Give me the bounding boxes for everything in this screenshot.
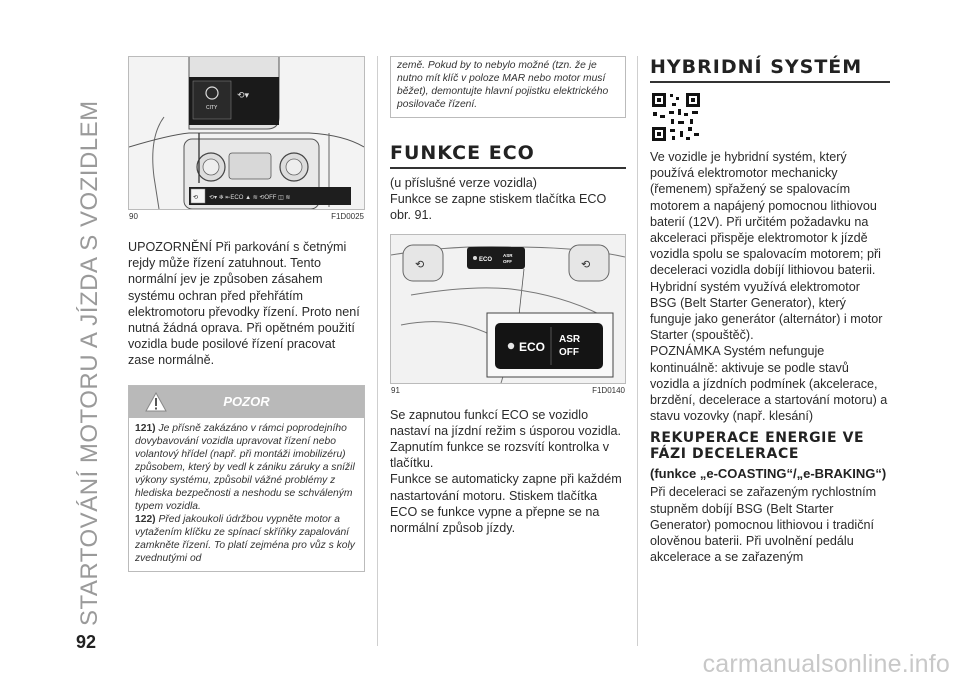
recuperation-paragraph: Při deceleraci se zařazeným rychlostním stupněm dobíjí BSG (Belt Starter Generator) pomocnou lithiovou i tradiční olověnou baterii. Při uvolnění pedálu akcelerace a se zařazeným xyxy=(650,485,877,565)
warning-continued: země. Pokud by to nebylo možné (tzn. že je nutno mít klíč v poloze MAR nebo motor musí běžet), demontujte hlavní pojistku elektrického posilovače řízení. xyxy=(390,56,626,118)
section-title-eco: FUNKCE ECO xyxy=(390,142,626,169)
figure-90 xyxy=(128,56,365,210)
footer-watermark-url: carmanualsonline.info xyxy=(702,650,950,678)
asr-label: ASR xyxy=(559,333,581,345)
figure-90-caption xyxy=(128,210,365,221)
eco-button-illustration xyxy=(391,235,625,383)
column-divider xyxy=(377,56,378,646)
svg-text:⟲▾ ❄ ⇤ECO ▲ ≋ ⟲OFF ◫ ≋: ⟲▾ ❄ ⇤ECO ▲ ≋ ⟲OFF ◫ ≋ xyxy=(209,195,291,201)
column-divider xyxy=(637,56,638,646)
eco-paragraph: Se zapnutou funkcí ECO se vozidlo nastaví na jízdní režim s úsporou vozidla. Zapnutím funkce se rozsvítí kontrolka v tlačítku. Funkce se automaticky zapne při každém nastartování motoru. Stiskem tlačítka ECO se funkce vypne a přepne se na normální způsob jízdy. xyxy=(390,407,622,536)
warning-item: 121) Je přísně zakázáno v rámci poprodejního dovybavování vozidla upravovat řízení nebo volantový hřídel (např. při montáži imobilizéru) způsobem, který by vedl k zániku záruky a snížil výkony systému, způsobil vážné problémy z hlediska bezpečnosti a neshodu se schváleným typem vozidla. xyxy=(135,422,355,512)
subtitle-energy-recuperation: REKUPERACE ENERGIE VE FÁZI DECELERACE xyxy=(650,430,865,463)
svg-text:⟲: ⟲ xyxy=(193,195,199,201)
hybrid-paragraph: Ve vozidle je hybridní systém, který používá elektromotor mechanicky (řemenem) spřažený se spalovacím motorem a napájený pomocnou lithiovou baterií (12V). Při určitém požadavku na akceleraci přispěje elektromotor k jízdě vozidla spolu se spalovacím motorem; při deceleraci vozidla dobíjí lithiovou baterii. Hybridní systém využívá elektromotor BSG (Belt Starter Generator), který funguje jako generátor (alternátor) i motor Starter (spouštěč). POZNÁMKA Systém nefunguje kontinuálně: aktivuje se podle stavů vozidla a jízdních podmínek (akcelerace, brzdění, decelerace a startování motoru) a stavu vozovky (např. klesání) xyxy=(650,150,888,424)
warning-box xyxy=(128,385,365,572)
warning-body xyxy=(129,418,364,571)
subtitle-coasting-braking: (funkce „e-COASTING“/„e-BRAKING“) xyxy=(650,466,887,482)
chapter-side-title: STARTOVÁNÍ MOTORU A JÍZDA S VOZIDLEM xyxy=(76,100,103,626)
svg-text:OFF: OFF xyxy=(503,258,512,264)
paragraph-steering-note: UPOZORNĚNÍ Při parkování s četnými rejdy může řízení zatuhnout. Tento normální jev je způsoben zásahem systému ochran před přehřátím elektromotoru převodky řízení. Proto není nutná žádná oprava. Při opětném použití vozidla bude posilové řízení pracovat zase normálně. xyxy=(128,240,360,368)
eco-intro: (u příslušné verze vozidla) Funkce se zapne stiskem tlačítka ECO obr. 91. xyxy=(390,176,607,223)
eco-label: ECO xyxy=(519,339,546,354)
dashboard-illustration xyxy=(129,57,364,209)
section-title-hybrid: HYBRIDNÍ SYSTÉM xyxy=(650,56,890,83)
svg-text:⟲▾: ⟲▾ xyxy=(237,90,250,100)
city-label: CITY xyxy=(206,105,218,111)
figure-number: 91 xyxy=(391,385,400,395)
column-1 xyxy=(128,56,365,572)
svg-text:ASR: ASR xyxy=(503,252,513,258)
warning-item: 122) Před jakoukoli údržbou vypněte motor a vytažením klíčku ze spínací skříňky zapalování zamkněte řízení. To platí zejména pro vůz s koly zvednutými od xyxy=(135,513,355,564)
off-label: OFF xyxy=(559,346,579,358)
column-3 xyxy=(650,56,890,565)
figure-code: F1D0140 xyxy=(592,385,625,395)
figure-91 xyxy=(390,234,626,384)
page-number: 92 xyxy=(76,632,97,652)
warning-title: POZOR xyxy=(223,394,270,410)
figure-91-caption xyxy=(390,384,626,395)
svg-text:⟲: ⟲ xyxy=(581,258,591,271)
svg-text:⟲: ⟲ xyxy=(415,258,425,271)
qr-code-icon xyxy=(650,91,702,143)
figure-number: 90 xyxy=(129,212,138,221)
figure-code: F1D0025 xyxy=(331,212,364,221)
warning-header xyxy=(129,386,364,418)
column-2 xyxy=(390,56,626,536)
warning-triangle-icon xyxy=(145,392,167,412)
svg-text:ECO: ECO xyxy=(479,256,493,263)
